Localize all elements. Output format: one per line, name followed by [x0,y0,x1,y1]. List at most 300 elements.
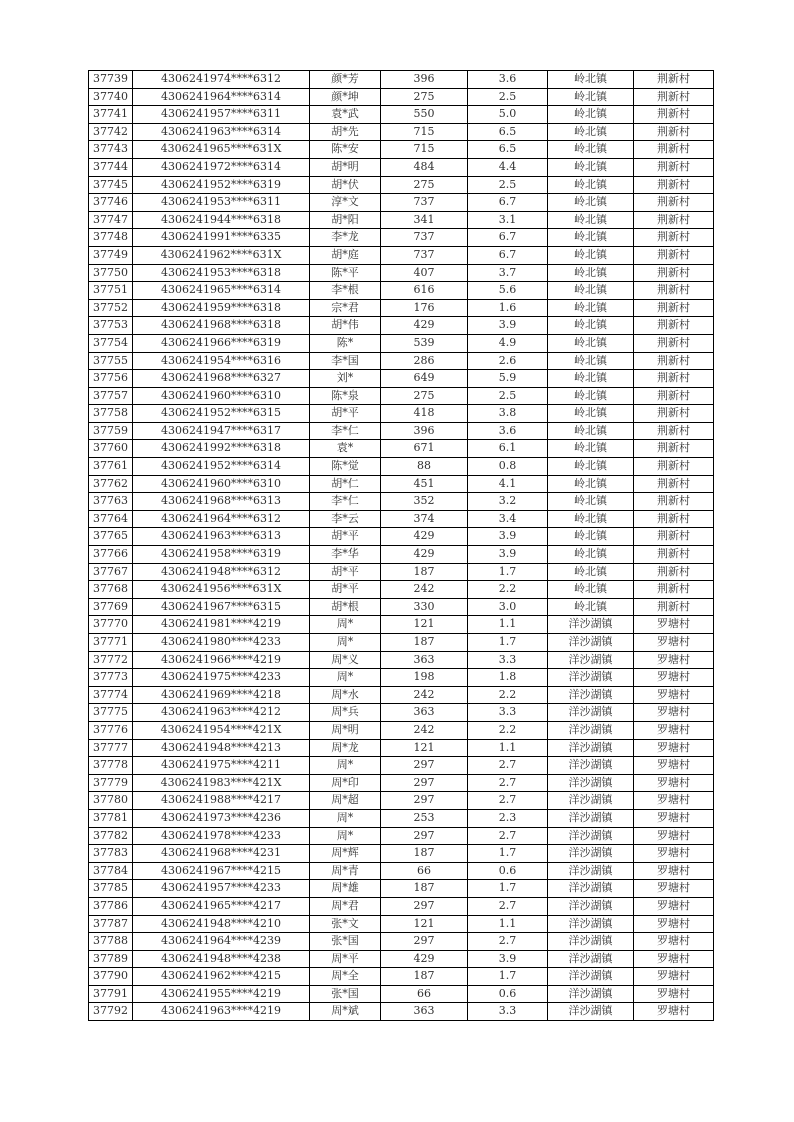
cell-serial: 37779 [89,774,133,792]
cell-town: 岭北镇 [548,88,634,106]
cell-id-number: 4306241953****6318 [133,264,310,282]
cell-name: 陈* [310,334,381,352]
cell-amount: 649 [381,370,468,388]
table-row [89,317,714,335]
cell-name: 胡*平 [310,405,381,423]
cell-village: 荆新村 [634,563,714,581]
table-row [89,546,714,564]
cell-id-number: 4306241962****631X [133,246,310,264]
table-row [89,862,714,880]
cell-amount: 363 [381,1003,468,1021]
cell-village: 荆新村 [634,88,714,106]
cell-name: 袁* [310,440,381,458]
cell-name: 周* [310,669,381,687]
cell-value: 2.2 [468,721,548,739]
cell-serial: 37784 [89,862,133,880]
cell-name: 张*文 [310,915,381,933]
cell-value: 3.0 [468,598,548,616]
cell-id-number: 4306241960****6310 [133,475,310,493]
cell-name: 周* [310,827,381,845]
cell-amount: 242 [381,581,468,599]
cell-serial: 37773 [89,669,133,687]
cell-name: 周*明 [310,721,381,739]
cell-amount: 715 [381,123,468,141]
cell-amount: 737 [381,194,468,212]
cell-amount: 187 [381,845,468,863]
cell-amount: 297 [381,933,468,951]
cell-value: 4.9 [468,334,548,352]
cell-serial: 37756 [89,370,133,388]
cell-town: 洋沙湖镇 [548,985,634,1003]
cell-value: 2.7 [468,933,548,951]
cell-village: 罗塘村 [634,757,714,775]
cell-amount: 396 [381,422,468,440]
cell-name: 周*水 [310,686,381,704]
cell-village: 罗塘村 [634,897,714,915]
cell-value: 1.7 [468,968,548,986]
cell-name: 周*雄 [310,880,381,898]
cell-value: 2.3 [468,809,548,827]
cell-serial: 37786 [89,897,133,915]
cell-value: 2.5 [468,176,548,194]
cell-village: 荆新村 [634,458,714,476]
cell-id-number: 4306241969****4218 [133,686,310,704]
cell-id-number: 4306241944****6318 [133,211,310,229]
cell-village: 罗塘村 [634,686,714,704]
cell-name: 周*平 [310,950,381,968]
table-row [89,686,714,704]
cell-name: 陈*安 [310,141,381,159]
table-row [89,897,714,915]
cell-value: 2.7 [468,827,548,845]
cell-id-number: 4306241947****6317 [133,422,310,440]
cell-town: 岭北镇 [548,510,634,528]
cell-serial: 37748 [89,229,133,247]
cell-serial: 37754 [89,334,133,352]
cell-serial: 37792 [89,1003,133,1021]
cell-value: 3.3 [468,704,548,722]
cell-town: 岭北镇 [548,158,634,176]
cell-village: 荆新村 [634,405,714,423]
cell-town: 岭北镇 [548,176,634,194]
cell-id-number: 4306241953****6311 [133,194,310,212]
cell-name: 周*辉 [310,845,381,863]
cell-serial: 37780 [89,792,133,810]
cell-value: 1.6 [468,299,548,317]
cell-value: 1.1 [468,616,548,634]
cell-id-number: 4306241968****6313 [133,493,310,511]
cell-serial: 37750 [89,264,133,282]
cell-amount: 176 [381,299,468,317]
cell-serial: 37781 [89,809,133,827]
cell-village: 荆新村 [634,141,714,159]
cell-town: 岭北镇 [548,563,634,581]
cell-id-number: 4306241975****4211 [133,757,310,775]
cell-serial: 37755 [89,352,133,370]
cell-town: 洋沙湖镇 [548,651,634,669]
cell-id-number: 4306241972****6314 [133,158,310,176]
table-row [89,88,714,106]
cell-town: 岭北镇 [548,405,634,423]
cell-village: 荆新村 [634,194,714,212]
cell-serial: 37782 [89,827,133,845]
cell-village: 罗塘村 [634,651,714,669]
cell-name: 李*龙 [310,229,381,247]
cell-serial: 37791 [89,985,133,1003]
cell-amount: 187 [381,880,468,898]
cell-village: 罗塘村 [634,862,714,880]
cell-village: 罗塘村 [634,721,714,739]
cell-value: 3.3 [468,1003,548,1021]
cell-name: 周*义 [310,651,381,669]
cell-village: 荆新村 [634,581,714,599]
cell-town: 洋沙湖镇 [548,968,634,986]
cell-id-number: 4306241952****6315 [133,405,310,423]
cell-name: 周*君 [310,897,381,915]
table-row [89,704,714,722]
cell-serial: 37758 [89,405,133,423]
table-row [89,651,714,669]
cell-amount: 341 [381,211,468,229]
cell-value: 2.7 [468,792,548,810]
table-row [89,528,714,546]
cell-value: 6.5 [468,141,548,159]
cell-value: 2.7 [468,757,548,775]
cell-value: 0.6 [468,862,548,880]
cell-value: 5.9 [468,370,548,388]
table-row [89,194,714,212]
table-row [89,352,714,370]
table-row [89,968,714,986]
cell-id-number: 4306241963****4212 [133,704,310,722]
cell-name: 陈*觉 [310,458,381,476]
cell-serial: 37764 [89,510,133,528]
cell-village: 荆新村 [634,106,714,124]
cell-village: 罗塘村 [634,704,714,722]
cell-value: 5.0 [468,106,548,124]
cell-serial: 37753 [89,317,133,335]
cell-town: 洋沙湖镇 [548,774,634,792]
cell-id-number: 4306241965****4217 [133,897,310,915]
cell-id-number: 4306241967****4215 [133,862,310,880]
cell-serial: 37749 [89,246,133,264]
cell-village: 荆新村 [634,317,714,335]
cell-town: 洋沙湖镇 [548,915,634,933]
cell-id-number: 4306241952****6314 [133,458,310,476]
table-row [89,123,714,141]
table-row [89,809,714,827]
cell-amount: 297 [381,897,468,915]
cell-id-number: 4306241948****4238 [133,950,310,968]
cell-amount: 66 [381,862,468,880]
cell-name: 周* [310,616,381,634]
cell-value: 1.7 [468,845,548,863]
cell-village: 罗塘村 [634,880,714,898]
cell-name: 周*超 [310,792,381,810]
table-row [89,510,714,528]
cell-town: 岭北镇 [548,246,634,264]
table-row [89,915,714,933]
cell-amount: 121 [381,739,468,757]
cell-town: 洋沙湖镇 [548,634,634,652]
table-row [89,440,714,458]
cell-value: 6.7 [468,194,548,212]
cell-id-number: 4306241968****4231 [133,845,310,863]
cell-amount: 275 [381,176,468,194]
cell-value: 2.5 [468,387,548,405]
cell-serial: 37783 [89,845,133,863]
cell-name: 周* [310,809,381,827]
cell-id-number: 4306241964****6312 [133,510,310,528]
cell-value: 3.3 [468,651,548,669]
cell-village: 荆新村 [634,158,714,176]
table-row [89,985,714,1003]
cell-amount: 737 [381,229,468,247]
cell-town: 洋沙湖镇 [548,933,634,951]
table-row [89,71,714,89]
cell-amount: 429 [381,950,468,968]
cell-town: 洋沙湖镇 [548,721,634,739]
cell-village: 荆新村 [634,598,714,616]
table-row [89,387,714,405]
cell-amount: 121 [381,915,468,933]
cell-town: 岭北镇 [548,422,634,440]
cell-name: 李*根 [310,282,381,300]
cell-town: 洋沙湖镇 [548,880,634,898]
cell-town: 洋沙湖镇 [548,792,634,810]
table-row [89,176,714,194]
table-row [89,141,714,159]
cell-serial: 37740 [89,88,133,106]
cell-id-number: 4306241988****4217 [133,792,310,810]
table-row [89,950,714,968]
cell-serial: 37790 [89,968,133,986]
cell-village: 荆新村 [634,528,714,546]
cell-serial: 37762 [89,475,133,493]
cell-value: 1.1 [468,915,548,933]
table-row [89,933,714,951]
cell-amount: 407 [381,264,468,282]
cell-id-number: 4306241991****6335 [133,229,310,247]
cell-id-number: 4306241964****6314 [133,88,310,106]
cell-value: 2.6 [468,352,548,370]
cell-value: 3.6 [468,71,548,89]
cell-town: 岭北镇 [548,458,634,476]
table-row [89,475,714,493]
cell-value: 3.9 [468,528,548,546]
cell-village: 荆新村 [634,176,714,194]
cell-value: 4.4 [468,158,548,176]
cell-town: 岭北镇 [548,317,634,335]
cell-serial: 37752 [89,299,133,317]
cell-value: 3.9 [468,317,548,335]
cell-amount: 539 [381,334,468,352]
cell-value: 2.7 [468,774,548,792]
cell-value: 0.6 [468,985,548,1003]
table-row [89,757,714,775]
cell-town: 岭北镇 [548,299,634,317]
cell-village: 罗塘村 [634,792,714,810]
cell-id-number: 4306241952****6319 [133,176,310,194]
cell-serial: 37772 [89,651,133,669]
cell-town: 洋沙湖镇 [548,739,634,757]
cell-value: 2.2 [468,686,548,704]
cell-value: 2.7 [468,897,548,915]
cell-town: 岭北镇 [548,194,634,212]
cell-name: 宗*君 [310,299,381,317]
cell-name: 张*国 [310,933,381,951]
cell-value: 1.8 [468,669,548,687]
cell-serial: 37759 [89,422,133,440]
table-row [89,634,714,652]
table-row [89,721,714,739]
cell-amount: 198 [381,669,468,687]
cell-town: 岭北镇 [548,546,634,564]
cell-village: 罗塘村 [634,616,714,634]
cell-id-number: 4306241973****4236 [133,809,310,827]
cell-village: 罗塘村 [634,809,714,827]
cell-serial: 37789 [89,950,133,968]
cell-name: 胡*明 [310,158,381,176]
cell-id-number: 4306241954****421X [133,721,310,739]
table-row [89,229,714,247]
cell-village: 罗塘村 [634,933,714,951]
cell-name: 胡*庭 [310,246,381,264]
cell-village: 荆新村 [634,387,714,405]
cell-town: 岭北镇 [548,475,634,493]
cell-id-number: 4306241992****6318 [133,440,310,458]
cell-village: 罗塘村 [634,845,714,863]
cell-name: 张*国 [310,985,381,1003]
cell-amount: 616 [381,282,468,300]
cell-serial: 37745 [89,176,133,194]
table-row [89,827,714,845]
cell-id-number: 4306241960****6310 [133,387,310,405]
table-body [89,71,714,1021]
cell-value: 2.2 [468,581,548,599]
table-row [89,106,714,124]
cell-serial: 37771 [89,634,133,652]
cell-name: 周*全 [310,968,381,986]
cell-amount: 242 [381,686,468,704]
cell-name: 陈*泉 [310,387,381,405]
cell-amount: 429 [381,317,468,335]
cell-town: 洋沙湖镇 [548,686,634,704]
cell-serial: 37760 [89,440,133,458]
cell-amount: 418 [381,405,468,423]
cell-town: 岭北镇 [548,581,634,599]
cell-value: 6.5 [468,123,548,141]
cell-value: 4.1 [468,475,548,493]
cell-town: 岭北镇 [548,264,634,282]
cell-value: 3.8 [468,405,548,423]
table-row [89,880,714,898]
cell-name: 李*云 [310,510,381,528]
cell-id-number: 4306241966****4219 [133,651,310,669]
cell-amount: 451 [381,475,468,493]
cell-amount: 671 [381,440,468,458]
table-row [89,792,714,810]
cell-village: 荆新村 [634,370,714,388]
table-row [89,299,714,317]
cell-id-number: 4306241956****631X [133,581,310,599]
table-row [89,1003,714,1021]
cell-name: 李*华 [310,546,381,564]
cell-id-number: 4306241955****4219 [133,985,310,1003]
cell-name: 胡*伏 [310,176,381,194]
cell-value: 3.9 [468,950,548,968]
cell-village: 荆新村 [634,246,714,264]
cell-serial: 37761 [89,458,133,476]
cell-serial: 37768 [89,581,133,599]
table-row [89,616,714,634]
cell-town: 岭北镇 [548,211,634,229]
cell-id-number: 4306241974****6312 [133,71,310,89]
cell-value: 3.7 [468,264,548,282]
cell-id-number: 4306241981****4219 [133,616,310,634]
cell-name: 淳*文 [310,194,381,212]
cell-value: 5.6 [468,282,548,300]
cell-value: 3.9 [468,546,548,564]
cell-town: 洋沙湖镇 [548,809,634,827]
cell-serial: 37770 [89,616,133,634]
cell-town: 岭北镇 [548,123,634,141]
table-row [89,158,714,176]
cell-village: 荆新村 [634,493,714,511]
cell-village: 荆新村 [634,334,714,352]
cell-serial: 37743 [89,141,133,159]
cell-village: 荆新村 [634,352,714,370]
cell-town: 洋沙湖镇 [548,897,634,915]
cell-id-number: 4306241948****4213 [133,739,310,757]
cell-serial: 37744 [89,158,133,176]
cell-value: 6.7 [468,229,548,247]
beneficiary-table [88,70,714,1021]
cell-value: 3.1 [468,211,548,229]
cell-serial: 37769 [89,598,133,616]
cell-id-number: 4306241954****6316 [133,352,310,370]
cell-amount: 363 [381,651,468,669]
cell-id-number: 4306241948****4210 [133,915,310,933]
cell-town: 岭北镇 [548,528,634,546]
cell-town: 岭北镇 [548,370,634,388]
cell-id-number: 4306241963****6314 [133,123,310,141]
table-row [89,493,714,511]
cell-village: 荆新村 [634,229,714,247]
cell-id-number: 4306241958****6319 [133,546,310,564]
cell-name: 胡*平 [310,528,381,546]
cell-village: 罗塘村 [634,827,714,845]
cell-name: 刘* [310,370,381,388]
cell-serial: 37775 [89,704,133,722]
cell-value: 6.7 [468,246,548,264]
cell-name: 袁*武 [310,106,381,124]
cell-village: 荆新村 [634,211,714,229]
cell-name: 颜*坤 [310,88,381,106]
table-row [89,563,714,581]
cell-name: 周* [310,634,381,652]
cell-village: 罗塘村 [634,915,714,933]
cell-name: 胡*平 [310,581,381,599]
cell-amount: 297 [381,792,468,810]
table-row [89,246,714,264]
cell-village: 罗塘村 [634,669,714,687]
cell-town: 岭北镇 [548,493,634,511]
cell-id-number: 4306241965****6314 [133,282,310,300]
cell-amount: 737 [381,246,468,264]
cell-town: 岭北镇 [548,282,634,300]
cell-amount: 253 [381,809,468,827]
